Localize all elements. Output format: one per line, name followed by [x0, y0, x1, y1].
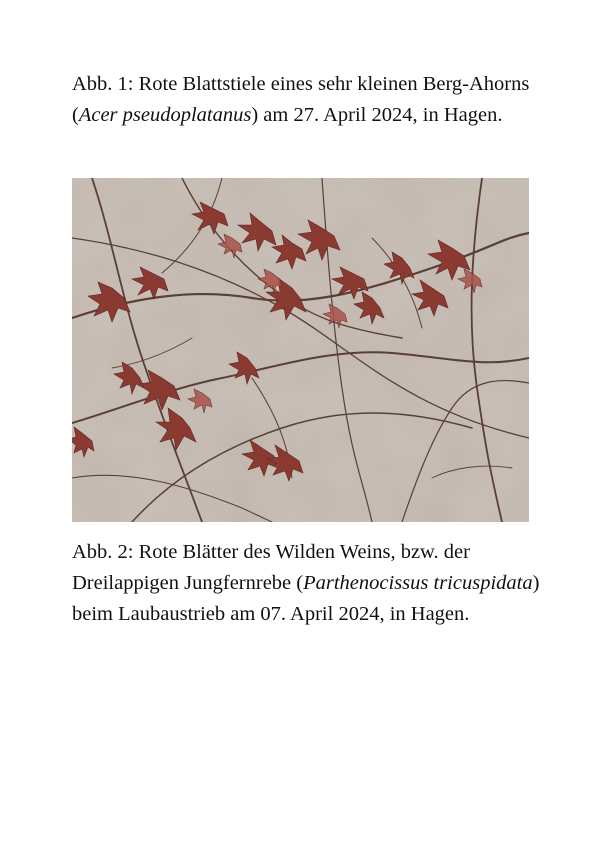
caption-2-text-end: ) beim Laubaustrieb am 07. April 2024, in Hagen. [72, 572, 540, 625]
caption-2-text: Abb. 2: Rote Blätter des Wilden Weins, bzw. der Dreilappigen Jungfernrebe ( [72, 541, 470, 594]
caption-1-species: Acer pseudoplatanus [78, 104, 252, 126]
caption-2-species: Parthenocissus tricuspidata [303, 572, 533, 594]
caption-1-text-end: ) am 27. April 2024, in Hagen. [251, 104, 503, 126]
vine-photo [72, 178, 529, 522]
vine-photo-illustration [72, 178, 529, 522]
figure-2-caption [72, 537, 542, 630]
figure-1-caption [72, 69, 542, 131]
caption-1-text: Abb. 1: Rote Blattstiele eines sehr kleinen Berg-Ahorns ( [72, 73, 530, 126]
